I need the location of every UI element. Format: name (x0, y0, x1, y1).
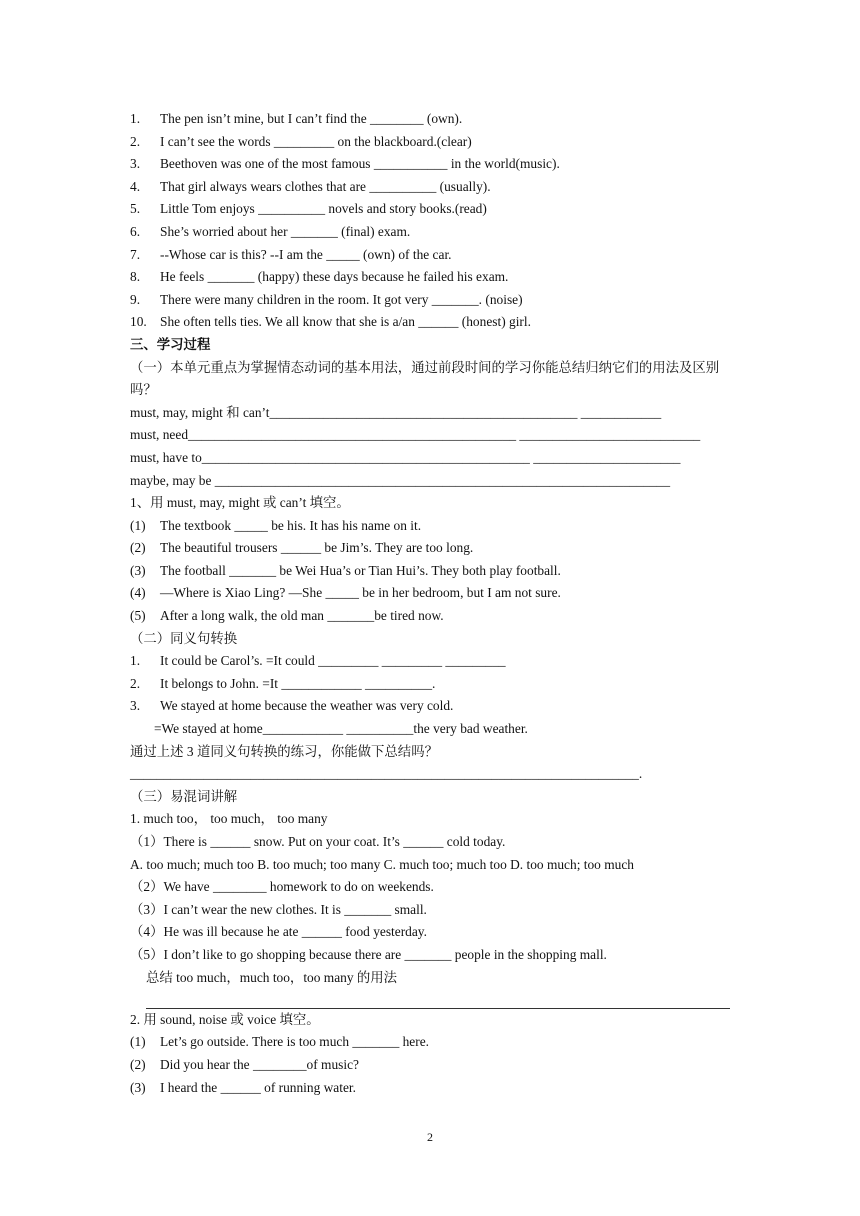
item-text: --Whose car is this? --I am the _____ (own) of the car. (160, 246, 452, 262)
exercise-item (130, 695, 730, 718)
item-text: The textbook _____ be his. It has his name on it. (160, 517, 422, 533)
item-number: 4. (130, 178, 141, 194)
sub1-item: （3）I can’t wear the new clothes. It is _______ small. (130, 901, 427, 917)
exercise-item (130, 311, 730, 334)
item-number: 1. (130, 653, 141, 669)
part2-title: （二）同义句转换 (130, 630, 238, 646)
item-text: The beautiful trousers ______ be Jim’s. They are too long. (160, 540, 474, 556)
exercise-item (130, 605, 730, 628)
item-number: (5) (130, 608, 146, 624)
exercise-item (130, 515, 730, 538)
item-number: (2) (130, 540, 146, 556)
summary-question: 通过上述 3 道同义句转换的练习，你能做下总结吗？ (130, 743, 438, 759)
sub1-summary: 总结 too much，much too，too many 的用法 (146, 969, 398, 985)
item-text: After a long walk, the old man _______be tired now. (160, 608, 444, 624)
summary-answer-line: ____________________________________________________________________________. (130, 766, 643, 782)
item-number: (1) (130, 1034, 146, 1050)
summary-line-maybe: maybe, may be ____________________________________________________________________ (130, 472, 671, 488)
item-number: 7. (130, 246, 141, 262)
page-number: 2 (427, 1130, 433, 1144)
summary-line-must-need: must, need_________________________________________________ ___________________________ (130, 427, 701, 443)
summary-line-modals: must, may, might 和 can’t______________________________________________ ____________ (130, 404, 662, 420)
part1-intro: （一）本单元重点为掌握情态动词的基本用法，通过前段时间的学习你能总结归纳它们的用法及区别吗？ (130, 359, 720, 398)
item-number: 3. (130, 156, 141, 172)
exercise-item (130, 650, 730, 673)
item-text: Did you hear the ________of music? (160, 1056, 359, 1072)
exercise-item (130, 1077, 730, 1100)
item-text: Let’s go outside. There is too much _______ here. (160, 1034, 430, 1050)
item-number: 6. (130, 223, 141, 239)
item-number: (4) (130, 585, 146, 601)
item-text: I can’t see the words _________ on the blackboard.(clear) (160, 133, 472, 149)
item-text: The pen isn’t mine, but I can’t find the ________ (own). (160, 111, 463, 126)
item-text: We stayed at home because the weather was very cold. (160, 698, 454, 714)
item-text: She often tells ties. We all know that she is a/an ______ (honest) girl. (160, 314, 531, 330)
exercise-item (130, 108, 730, 131)
item-number: 10. (130, 314, 147, 330)
item-text: I heard the ______ of running water. (160, 1079, 356, 1095)
exercise-item (130, 560, 730, 583)
item-number: 5. (130, 201, 141, 217)
item-text: He feels _______ (happy) these days because he failed his exam. (160, 269, 509, 285)
item-number: (3) (130, 1079, 146, 1095)
item-number: 8. (130, 269, 141, 285)
sub1-item: （2）We have ________ homework to do on weekends. (130, 879, 434, 895)
sub1-options: A. too much; much too B. too much; too many C. much too; much too D. too much; too much (130, 856, 634, 872)
item-text: —Where is Xiao Ling? —She _____ be in her bedroom, but I am not sure. (160, 585, 561, 601)
item-text: It could be Carol’s. =It could _________ _________ _________ (160, 653, 506, 669)
item-text: The football _______ be Wei Hua’s or Tian Hui’s. They both play football. (160, 562, 561, 578)
item-number: 2. (130, 133, 141, 149)
sub1-item: （1）There is ______ snow. Put on your coat. It’s ______ cold today. (130, 834, 506, 849)
exercise-item (130, 221, 730, 244)
item-text: Beethoven was one of the most famous ___________ in the world(music). (160, 156, 560, 172)
exercise-title: 1、用 must, may, might 或 can’t 填空。 (130, 495, 350, 511)
sub1-title: 1. much too， too much， too many (130, 811, 328, 827)
exercise-item (130, 1031, 730, 1054)
exercise-item (130, 131, 730, 154)
exercise-item (130, 673, 730, 696)
worksheet-page (130, 108, 730, 1099)
exercise-item (130, 153, 730, 176)
exercise-item (130, 289, 730, 312)
part3-title: （三）易混词讲解 (130, 788, 238, 804)
item-text: She’s worried about her _______ (final) exam. (160, 223, 411, 239)
item-text: There were many children in the room. It got very _______. (noise) (160, 291, 523, 307)
item-number: (2) (130, 1056, 146, 1072)
item-text: It belongs to John. =It ____________ __________. (160, 675, 436, 691)
item-number: 1. (130, 111, 141, 126)
sub2-title: 2. 用 sound, noise 或 voice 填空。 (130, 1011, 320, 1027)
sub1-item: （4）He was ill because he ate ______ food yesterday. (130, 924, 427, 940)
summary-line-must-have-to: must, have to_________________________________________________ ______________________ (130, 449, 681, 465)
item3-answer-line: =We stayed at home____________ __________the very bad weather. (154, 721, 528, 737)
exercise-item (130, 1054, 730, 1077)
item-number: 3. (130, 698, 141, 714)
item-number: 9. (130, 291, 141, 307)
item-number: (1) (130, 517, 146, 533)
exercise-item (130, 244, 730, 267)
item-number: 2. (130, 675, 141, 691)
item-text: That girl always wears clothes that are __________ (usually). (160, 178, 491, 194)
item-number: (3) (130, 562, 146, 578)
word-form-exercise (130, 108, 730, 334)
exercise-item (130, 176, 730, 199)
exercise-item (130, 198, 730, 221)
sub1-item: （5）I don’t like to go shopping because there are _______ people in the shopping mall. (130, 946, 607, 962)
item-text: Little Tom enjoys __________ novels and story books.(read) (160, 201, 487, 217)
exercise-item (130, 266, 730, 289)
exercise-item (130, 537, 730, 560)
exercise-item (130, 582, 730, 605)
section-heading: 三、学习过程 (130, 336, 211, 352)
